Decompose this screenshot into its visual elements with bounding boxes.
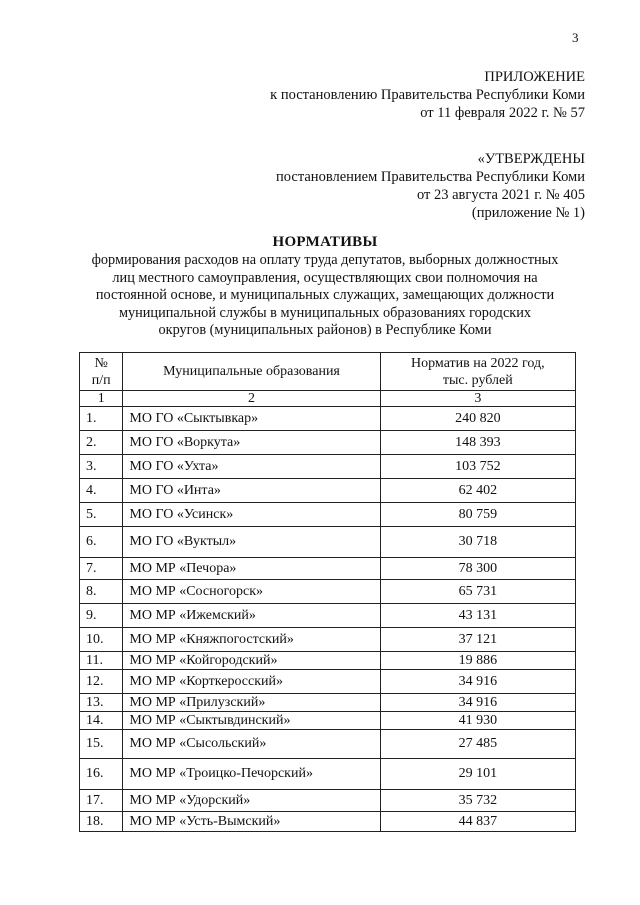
row-municipality: МО ГО «Ухта» <box>123 455 380 479</box>
table-row <box>80 431 576 455</box>
row-norm-value: 103 752 <box>380 455 575 479</box>
approved-line-2: постановлением Правительства Республики Коми <box>276 169 585 185</box>
approved-line-3: от 23 августа 2021 г. № 405 <box>416 187 585 203</box>
appendix-header <box>270 68 585 122</box>
row-municipality: МО МР «Удорский» <box>123 790 380 812</box>
page-number: 3 <box>572 30 579 45</box>
approved-line-4: (приложение № 1) <box>471 205 585 221</box>
approved-line-1: «УТВЕРЖДЕНЫ <box>477 151 585 167</box>
subtitle-line-5: округов (муниципальных районов) в Республике Коми <box>158 322 492 338</box>
table-row <box>80 580 576 604</box>
subtitle-line-4: муниципальной службы в муниципальных образованиях городских <box>118 304 532 321</box>
row-municipality: МО МР «Сысольский» <box>123 730 380 759</box>
row-number: 4. <box>80 479 123 503</box>
row-norm-value: 65 731 <box>380 580 575 604</box>
document-title-block <box>60 232 590 340</box>
row-norm-value: 19 886 <box>380 652 575 670</box>
row-number: 1. <box>80 407 123 431</box>
table-row <box>80 479 576 503</box>
row-norm-value: 37 121 <box>380 628 575 652</box>
column-index-row <box>80 391 576 407</box>
document-subtitle <box>60 252 590 340</box>
column-index-1: 1 <box>80 391 123 407</box>
row-norm-value: 240 820 <box>380 407 575 431</box>
row-norm-value: 29 101 <box>380 759 575 790</box>
header-norm-value <box>380 353 575 391</box>
table-row <box>80 670 576 694</box>
header-value-line-2: тыс. рублей <box>442 372 513 388</box>
row-municipality: МО МР «Койгородский» <box>123 652 380 670</box>
row-municipality: МО ГО «Усинск» <box>123 503 380 527</box>
subtitle-line-1: формирования расходов на оплату труда депутатов, выборных должностных <box>91 252 559 268</box>
appendix-line-2: к постановлению Правительства Республики Коми <box>270 87 585 103</box>
row-norm-value: 80 759 <box>380 503 575 527</box>
row-municipality: МО ГО «Воркута» <box>123 431 380 455</box>
table-row <box>80 455 576 479</box>
norms-table <box>79 352 576 832</box>
row-municipality: МО МР «Печора» <box>123 558 380 580</box>
row-norm-value: 35 732 <box>380 790 575 812</box>
table-header-row <box>80 353 576 391</box>
row-municipality: МО МР «Сыктывдинский» <box>123 712 380 730</box>
table-row <box>80 628 576 652</box>
row-municipality: МО ГО «Сыктывкар» <box>123 407 380 431</box>
table-row <box>80 790 576 812</box>
row-norm-value: 27 485 <box>380 730 575 759</box>
row-number: 6. <box>80 527 123 558</box>
row-number: 14. <box>80 712 123 730</box>
row-number: 18. <box>80 812 123 832</box>
row-number: 5. <box>80 503 123 527</box>
header-number-line-2: п/п <box>91 372 111 388</box>
column-index-2: 2 <box>123 391 380 407</box>
row-norm-value: 43 131 <box>380 604 575 628</box>
row-municipality: МО МР «Усть-Вымский» <box>123 812 380 832</box>
row-norm-value: 148 393 <box>380 431 575 455</box>
row-number: 16. <box>80 759 123 790</box>
table-body <box>80 407 576 832</box>
table-row <box>80 759 576 790</box>
header-municipality: Муниципальные образования <box>123 353 380 391</box>
row-municipality: МО МР «Корткеросский» <box>123 670 380 694</box>
row-municipality: МО МР «Троицко-Печорский» <box>123 759 380 790</box>
row-number: 10. <box>80 628 123 652</box>
subtitle-line-3: постоянной основе, и муниципальных служащих, замещающих должности <box>95 287 555 303</box>
row-municipality: МО МР «Прилузский» <box>123 694 380 712</box>
table-row <box>80 558 576 580</box>
row-norm-value: 78 300 <box>380 558 575 580</box>
table-row <box>80 503 576 527</box>
header-value-line-1: Норматив на 2022 год, <box>411 355 545 371</box>
row-norm-value: 44 837 <box>380 812 575 832</box>
row-norm-value: 34 916 <box>380 694 575 712</box>
column-index-3: 3 <box>380 391 575 407</box>
table-row <box>80 812 576 832</box>
row-number: 12. <box>80 670 123 694</box>
row-number: 15. <box>80 730 123 759</box>
header-number <box>80 353 123 391</box>
row-norm-value: 62 402 <box>380 479 575 503</box>
row-number: 11. <box>80 652 123 670</box>
row-number: 3. <box>80 455 123 479</box>
table-row <box>80 730 576 759</box>
table-row <box>80 652 576 670</box>
table-row <box>80 407 576 431</box>
row-number: 9. <box>80 604 123 628</box>
table-row <box>80 712 576 730</box>
row-number: 7. <box>80 558 123 580</box>
appendix-line-3: от 11 февраля 2022 г. № 57 <box>420 105 585 121</box>
subtitle-line-2: лиц местного самоуправления, осуществляющих свои полномочия на <box>112 269 538 286</box>
table-row <box>80 694 576 712</box>
appendix-line-1: ПРИЛОЖЕНИЕ <box>484 69 585 85</box>
header-number-line-1: № <box>94 355 108 371</box>
table-row <box>80 527 576 558</box>
row-municipality: МО МР «Княжпогостский» <box>123 628 380 652</box>
row-number: 13. <box>80 694 123 712</box>
row-number: 2. <box>80 431 123 455</box>
row-norm-value: 30 718 <box>380 527 575 558</box>
row-norm-value: 34 916 <box>380 670 575 694</box>
row-number: 17. <box>80 790 123 812</box>
approval-stamp-text <box>276 150 585 222</box>
row-number: 8. <box>80 580 123 604</box>
row-municipality: МО МР «Сосногорск» <box>123 580 380 604</box>
row-municipality: МО ГО «Вуктыл» <box>123 527 380 558</box>
row-municipality: МО ГО «Инта» <box>123 479 380 503</box>
table-row <box>80 604 576 628</box>
document-title: НОРМАТИВЫ <box>272 234 378 250</box>
row-municipality: МО МР «Ижемский» <box>123 604 380 628</box>
row-norm-value: 41 930 <box>380 712 575 730</box>
